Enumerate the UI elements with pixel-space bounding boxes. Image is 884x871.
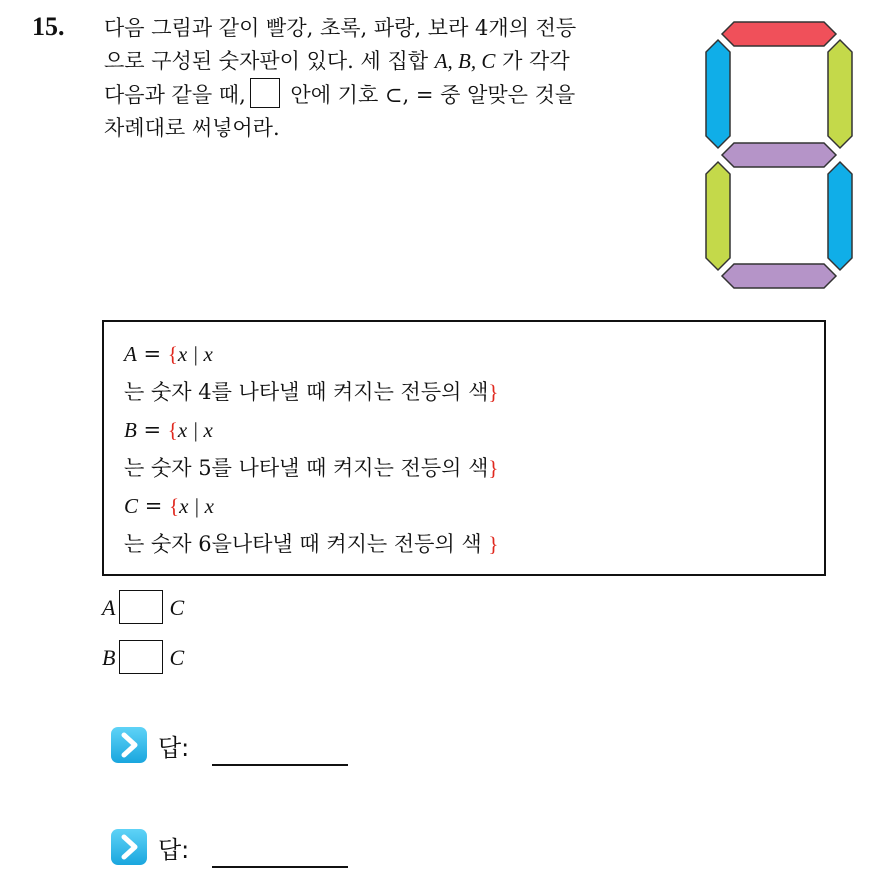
question-line-2 — [104, 45, 684, 78]
answer-blank-line[interactable] — [212, 764, 348, 766]
set-a-rule-text: 는 숫자 4를 나타낼 때 켜지는 전등의 색 — [124, 380, 489, 404]
brace-open: { — [168, 494, 180, 518]
seven-segment-svg — [700, 14, 856, 292]
segment-middle — [722, 143, 836, 167]
relation-2-left: B — [102, 645, 116, 670]
set-a-rule-start: x | x — [177, 342, 213, 366]
set-b-rule-text: 는 숫자 5를 나타낼 때 켜지는 전등의 색 — [124, 456, 489, 480]
question-line-1: 다음 그림과 같이 빨강, 초록, 파랑, 보라 4개의 전등 — [104, 16, 577, 40]
relation-2-blank[interactable] — [119, 640, 163, 674]
brace-close: } — [488, 380, 499, 404]
relation-row-1 — [102, 590, 184, 624]
segment-upper-left — [706, 40, 730, 148]
answer-label: 답: — [158, 734, 190, 762]
equals-sign: = — [136, 342, 168, 366]
brace-open: { — [167, 418, 178, 442]
relation-1-left: A — [102, 595, 116, 620]
segment-lower-left — [706, 162, 730, 270]
arrow-right-icon — [110, 726, 148, 764]
set-a-name: A — [124, 342, 137, 366]
question-number: 15. — [32, 12, 65, 41]
set-c-definition-rule — [124, 528, 498, 558]
set-b-definition-rule — [124, 452, 498, 482]
answer-label: 답: — [158, 836, 190, 864]
set-c-rule-text: 는 숫자 6을나타낼 때 켜지는 전등의 색 — [124, 532, 489, 556]
question-line-3 — [104, 78, 684, 112]
question-line-3-end: 안에 기호 ⊂, = 중 알맞은 것을 — [283, 83, 576, 107]
set-names: A, B, C — [434, 49, 496, 73]
segment-top — [722, 22, 836, 46]
set-b-rule-start: x | x — [177, 418, 213, 442]
arrow-right-icon — [110, 828, 148, 866]
question-line-2-end: 가 각각 — [495, 49, 570, 73]
set-c-rule-start: x | x — [179, 494, 214, 518]
set-a-definition-head — [124, 342, 213, 367]
relation-row-2 — [102, 640, 184, 674]
set-a-definition-rule — [124, 376, 498, 406]
blank-box-icon — [250, 78, 280, 108]
set-b-name: B — [124, 418, 137, 442]
answer-blank-line[interactable] — [212, 866, 348, 868]
seven-segment-display — [700, 14, 856, 296]
segment-lower-right — [828, 162, 852, 270]
set-definitions-box — [102, 320, 826, 576]
brace-close: } — [488, 456, 499, 480]
relation-2-right: C — [169, 645, 185, 670]
segment-upper-right — [828, 40, 852, 148]
set-b-definition-head — [124, 418, 213, 443]
question-line-2-text: 으로 구성된 숫자판이 있다. 세 집합 — [104, 49, 435, 73]
relation-1-right: C — [169, 595, 185, 620]
relation-1-blank[interactable] — [119, 590, 163, 624]
question-line-3-text: 다음과 같을 때, — [104, 83, 246, 107]
brace-close: } — [488, 532, 499, 556]
brace-open: { — [167, 342, 178, 366]
set-c-name: C — [124, 494, 139, 518]
question-line-4: 차례대로 써넣어라. — [104, 116, 280, 140]
question-text — [104, 12, 684, 145]
equals-sign: = — [136, 418, 168, 442]
segment-bottom — [722, 264, 836, 288]
equals-sign: = — [138, 494, 169, 518]
set-c-definition-head — [124, 494, 214, 519]
